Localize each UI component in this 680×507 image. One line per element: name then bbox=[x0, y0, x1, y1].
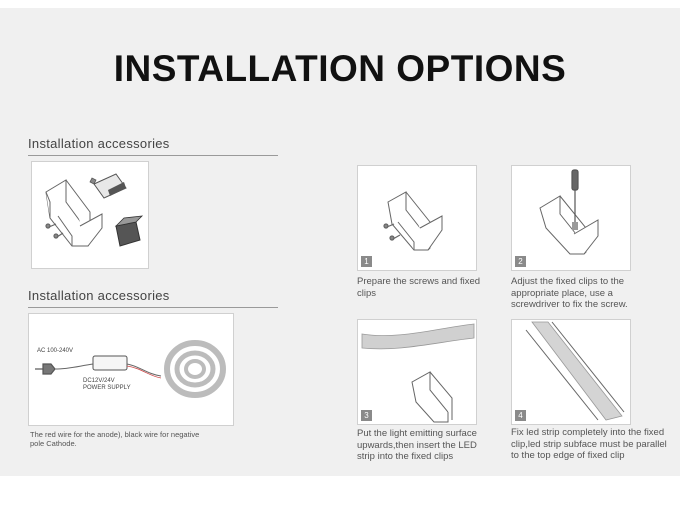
wiring-illustration bbox=[29, 314, 233, 425]
step-number-badge: 2 bbox=[515, 256, 526, 267]
ac-input-label: AC 100-240V bbox=[37, 348, 74, 354]
accessories-heading: Installation accessories bbox=[28, 136, 170, 151]
step-2-caption: Adjust the fixed clips to the appropriate place, use a screwdriver to fix the screw. bbox=[511, 276, 628, 310]
led-strip bbox=[362, 324, 474, 349]
led-coil-icon bbox=[167, 343, 223, 395]
power-plug-icon bbox=[35, 364, 55, 374]
step-3-illustration bbox=[358, 320, 476, 424]
dc-cable bbox=[127, 364, 161, 376]
channel-clip-icon bbox=[412, 372, 452, 422]
product-sheet bbox=[0, 8, 680, 476]
step-panel-2 bbox=[511, 165, 631, 271]
step-panel-4 bbox=[511, 319, 631, 425]
step-panel-3 bbox=[357, 319, 477, 425]
accessories-panel bbox=[31, 161, 149, 269]
tape-reel-icon bbox=[116, 216, 142, 246]
step-number-badge: 1 bbox=[361, 256, 372, 267]
red-wire bbox=[127, 366, 161, 378]
power-supply-icon bbox=[93, 356, 127, 370]
step-1-caption: Prepare the screws and fixed clips bbox=[357, 276, 481, 299]
step-4-caption: Fix led strip completely into the fixed clip,led strip subface must be parallel to the top edge of fixed clip bbox=[511, 427, 667, 461]
accessories-illustration bbox=[32, 162, 148, 268]
step-1-illustration bbox=[358, 166, 476, 270]
fixed-clip bbox=[572, 222, 578, 230]
supply-label-2: POWER SUPPLY bbox=[83, 385, 131, 391]
channel-clip-icon bbox=[388, 192, 442, 250]
step-2-illustration bbox=[512, 166, 630, 270]
divider bbox=[28, 155, 278, 156]
divider bbox=[28, 307, 278, 308]
page-title: INSTALLATION OPTIONS bbox=[113, 48, 567, 89]
wiring-note: The red wire for the anode), black wire for negative pole Cathode. bbox=[30, 430, 200, 448]
step-panel-1 bbox=[357, 165, 477, 271]
wiring-panel bbox=[28, 313, 234, 426]
accessories-heading: Installation accessories bbox=[28, 288, 170, 303]
glue-tube-icon bbox=[90, 174, 126, 198]
led-strip bbox=[532, 322, 622, 420]
step-number-badge: 3 bbox=[361, 410, 372, 421]
ac-cable bbox=[55, 364, 93, 369]
step-3-caption: Put the light emitting surface upwards,then insert the LED strip into the fixed clips bbox=[357, 428, 477, 462]
step-number-badge: 4 bbox=[515, 410, 526, 421]
step-4-illustration bbox=[512, 320, 630, 424]
supply-label-1: DC12V/24V bbox=[83, 378, 115, 384]
channel-clip-icon bbox=[540, 196, 598, 254]
